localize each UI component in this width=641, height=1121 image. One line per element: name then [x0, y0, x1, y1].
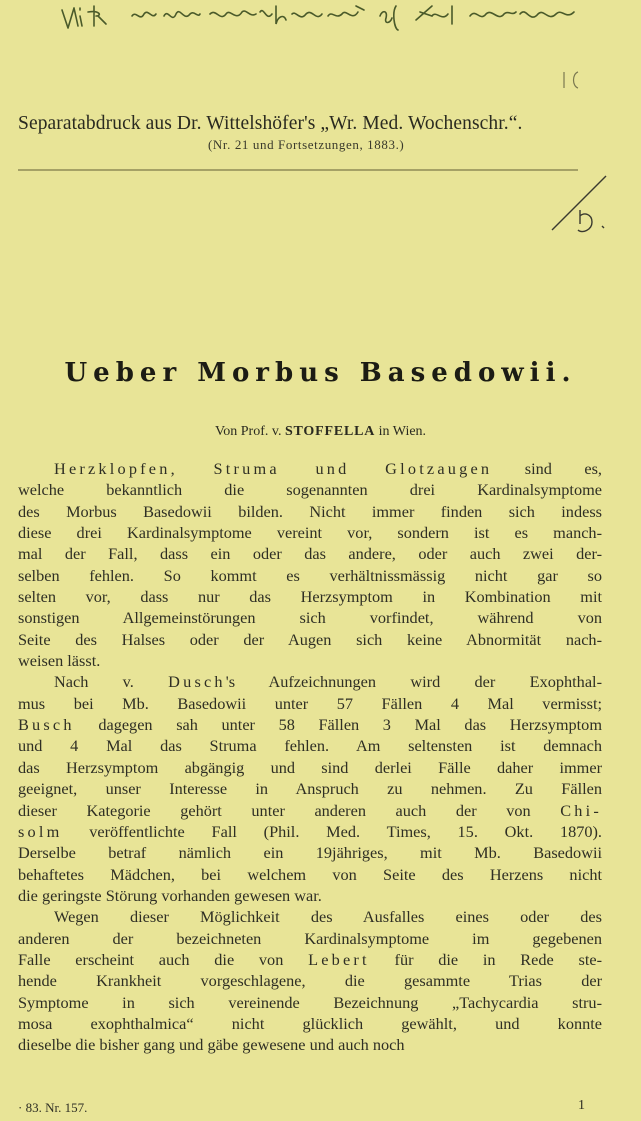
text-segment: und 4 Mal das Struma fehlen. Am seltensten ist demnach [18, 736, 602, 756]
text-segment: hende Krankheit vorgeschlagene, die gesammte Trias der [18, 971, 602, 991]
text-segment: anderen der bezeichneten Kardinalsymptome im gegebenen [18, 928, 602, 948]
spaced-name: Busch [18, 715, 75, 735]
spaced-name: Herzklopfen, Struma und Glotzaugen [54, 459, 493, 478]
text-line [18, 543, 602, 564]
text-segment: weisen lässt. [18, 651, 101, 671]
text-segment: mosa exophthalmica“ nicht glücklich gewählt, und konnte [18, 1013, 602, 1033]
text-segment: mal der Fall, dass ein oder das andere, oder auch zwei der- [18, 544, 602, 564]
text-segment: Wegen dieser Möglichkeit des Ausfalles eines oder des [54, 907, 602, 927]
text-line [18, 949, 602, 970]
text-segment: für die in Rede ste- [369, 949, 602, 969]
text-line [18, 565, 602, 586]
author-prefix: Von Prof. v. [214, 424, 282, 439]
text-line [18, 906, 602, 927]
text-segment: die geringste Störung vorhanden gewesen war. [18, 885, 322, 905]
text-line [18, 501, 602, 522]
text-segment: welche bekanntlich die sogenannten drei Kardinalsymptome [18, 480, 602, 500]
text-line [18, 671, 602, 692]
pencil-page-number [550, 172, 610, 252]
text-line [18, 821, 602, 842]
text-segment: das Herzsymptom abgängig und sind derlei Fälle daher immer [18, 757, 602, 777]
text-line [18, 1034, 602, 1055]
text-segment: diese drei Kardinalsymptome vereint vor, sondern ist es manch- [18, 523, 602, 543]
spaced-name: Chi- [560, 800, 602, 820]
text-segment: sind es, [492, 459, 602, 478]
text-line [18, 928, 602, 949]
text-line [18, 458, 602, 479]
text-segment: dieser Kategorie gehört unter anderen auch der von [18, 800, 561, 820]
text-line [18, 607, 602, 628]
text-line [18, 714, 602, 735]
spaced-name: Lebert [308, 949, 370, 969]
text-line [18, 970, 602, 991]
text-segment: behaftetes Mädchen, bei welchem von Seite des Herzens nicht [18, 864, 602, 884]
text-line [18, 992, 602, 1013]
text-segment: 's Aufzeichnungen wird der Exophthal- [225, 672, 602, 692]
text-line [18, 864, 602, 885]
text-segment: des Morbus Basedowii bilden. Nicht immer finden sich indess [18, 501, 602, 521]
text-line [18, 800, 602, 821]
text-segment: Seite des Halses oder der Augen sich keine Abnormität nach- [18, 629, 602, 649]
text-segment: selten vor, dass nur das Herzsymptom in Kombination mit [18, 587, 602, 607]
header-divider [18, 169, 578, 171]
text-line [18, 650, 602, 671]
text-line [18, 522, 602, 543]
text-segment: selben fehlen. So kommt es verhältnissmässig nicht gar so [18, 565, 602, 585]
article-title: Ueber Morbus Basedowii. [64, 358, 577, 388]
article-body [18, 458, 602, 1056]
text-line [18, 757, 602, 778]
text-segment: geeignet, unser Interesse in Anspruch zu nehmen. Zu Fällen [18, 779, 602, 799]
author-line [0, 424, 641, 440]
page-number: 1 [578, 1098, 585, 1113]
spaced-name: solm [18, 821, 63, 841]
text-line [18, 1013, 602, 1034]
text-segment: Derselbe betraf nämlich ein 19jähriges, mit Mb. Basedowii [18, 843, 602, 863]
issue-reference: (Nr. 21 und Fortsetzungen, 1883.) [208, 137, 405, 152]
reprint-notice: Separatabdruck aus Dr. Wittelshöfer's „Wr. Med. Wochenschr.“. [18, 113, 523, 134]
footer-signature: · 83. Nr. 157. [18, 1100, 88, 1115]
author-name: STOFFELLA [284, 424, 376, 439]
text-line [18, 479, 602, 500]
text-line [18, 885, 602, 906]
text-line [18, 629, 602, 650]
text-segment: dagegen sah unter 58 Fällen 3 Mal das Herzsymptom [74, 715, 602, 735]
text-segment: dieselbe die bisher gang und gäbe gewesene und auch noch [18, 1035, 405, 1055]
text-line [18, 735, 602, 756]
text-segment: Nach v. [54, 672, 169, 692]
text-line [18, 586, 602, 607]
text-segment: Falle erscheint auch die von [18, 949, 309, 969]
text-line [18, 778, 602, 799]
text-segment: veröffentlichte Fall (Phil. Med. Times, 15. Okt. 1870). [62, 821, 602, 841]
text-segment: sonstigen Allgemeinstörungen sich vorfindet, während von [18, 608, 602, 628]
spaced-name: Dusch [168, 672, 226, 692]
pencil-annotation [560, 66, 590, 96]
text-line [18, 842, 602, 863]
text-segment: mus bei Mb. Basedowii unter 57 Fällen 4 Mal vermisst; [18, 693, 602, 713]
author-location: in Wien. [378, 424, 427, 439]
text-line [18, 693, 602, 714]
text-segment: Symptome in sich vereinende Bezeichnung „Tachycardia stru- [18, 992, 602, 1012]
handwritten-inscription [60, 2, 630, 32]
